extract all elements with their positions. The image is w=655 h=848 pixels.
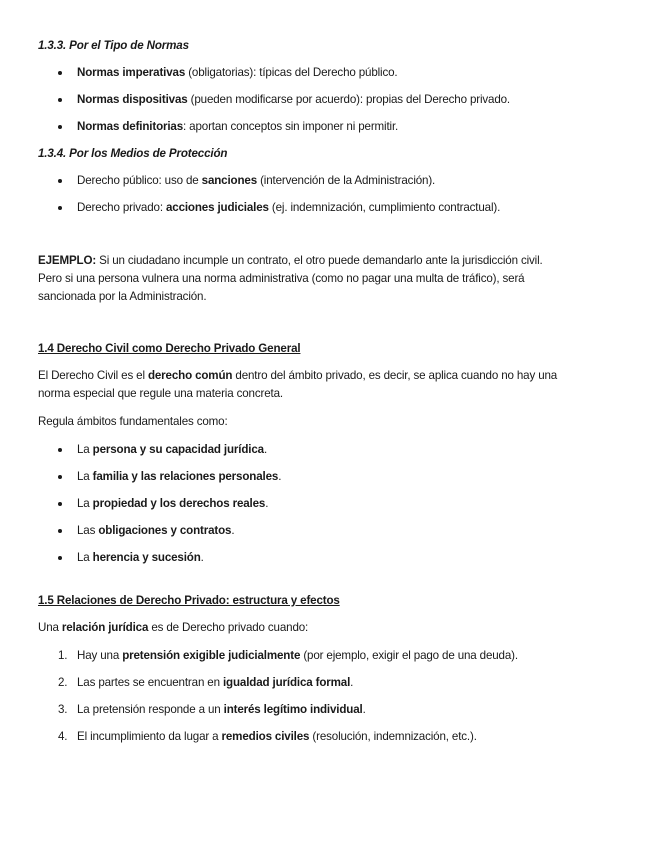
paragraph-derecho-comun: El Derecho Civil es el derecho común dentro del ámbito privado, es decir, se aplica cuando no hay una norma especial que regule una materia concreta. <box>38 369 558 400</box>
list-item: Derecho público: uso de sanciones (intervención de la Administración). <box>38 172 618 189</box>
document-content <box>38 37 618 755</box>
paragraph-regula: Regula ámbitos fundamentales como: <box>38 415 228 428</box>
list-item: 1. Hay una pretensión exigible judicialmente (por ejemplo, exigir el pago de una deuda). <box>58 649 518 662</box>
list-item: Las obligaciones y contratos. <box>38 522 618 539</box>
list-item: 4. El incumplimiento da lugar a remedios civiles (resolución, indemnización, etc.). <box>58 730 477 743</box>
heading-1-3-3: 1.3.3. Por el Tipo de Normas <box>38 39 189 52</box>
example-paragraph: EJEMPLO: Si un ciudadano incumple un contrato, el otro puede demandarlo ante la jurisdicción civil. Pero si una persona vulnera una norma administrativa (como no pagar una multa de tráfico), será sancionada por la Administración. <box>38 254 543 303</box>
list-item: Normas dispositivas (pueden modificarse por acuerdo): propias del Derecho privado. <box>38 91 618 108</box>
list-item: Normas definitorias: aportan conceptos sin imponer ni permitir. <box>38 118 618 135</box>
list-ambitos <box>38 441 618 566</box>
list-item: La familia y las relaciones personales. <box>38 468 618 485</box>
list-item: Normas imperativas (obligatorias): típicas del Derecho público. <box>38 64 618 81</box>
list-item: 3. La pretensión responde a un interés legítimo individual. <box>58 703 366 716</box>
list-item: La propiedad y los derechos reales. <box>38 495 618 512</box>
section-title-1-5: 1.5 Relaciones de Derecho Privado: estructura y efectos <box>38 594 340 607</box>
list-medios-proteccion <box>38 172 618 216</box>
list-tipo-normas <box>38 64 618 135</box>
list-requisitos <box>38 647 618 745</box>
paragraph-relacion-juridica: Una relación jurídica es de Derecho privado cuando: <box>38 621 309 634</box>
list-item: La herencia y sucesión. <box>38 549 618 566</box>
list-item: La persona y su capacidad jurídica. <box>38 441 618 458</box>
list-item: 2. Las partes se encuentran en igualdad jurídica formal. <box>58 676 354 689</box>
heading-1-3-4: 1.3.4. Por los Medios de Protección <box>38 147 228 160</box>
example-label: EJEMPLO: <box>38 254 97 267</box>
list-item: Derecho privado: acciones judiciales (ej. indemnización, cumplimiento contractual). <box>38 199 618 216</box>
section-title-1-4: 1.4 Derecho Civil como Derecho Privado General <box>38 342 301 355</box>
